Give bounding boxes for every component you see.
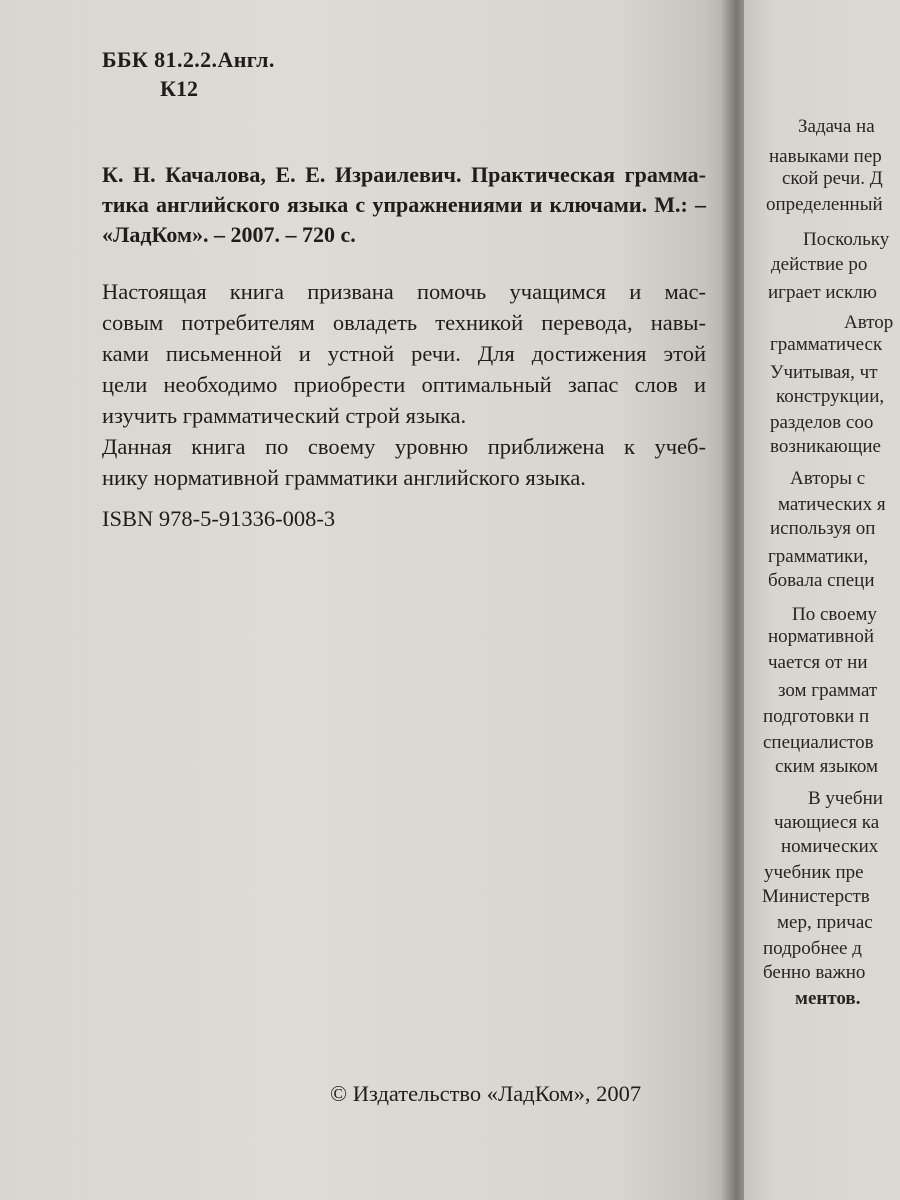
right-page-line: действие ро <box>771 254 868 275</box>
right-page-line: Автор <box>844 312 894 333</box>
annotation-line: совым потребителям овладеть техникой перевода, навы- <box>102 310 706 335</box>
annotation-line: Данная книга по своему уровню приближена к учеб- <box>102 434 706 459</box>
annotation-line: цели необходимо приобрести оптимальный запас слов и <box>102 372 706 397</box>
right-page-line: возникающие <box>770 436 881 457</box>
right-page <box>744 0 900 1200</box>
right-page-line: Задача на <box>798 116 875 137</box>
right-page-line: мер, причас <box>777 912 873 933</box>
right-page-line: чающиеся ка <box>774 812 880 833</box>
right-page-line: нормативной <box>768 626 874 647</box>
author-mark: К12 <box>160 76 198 101</box>
right-page-line: В учебни <box>808 788 883 809</box>
bibliographic-line: К. Н. Качалова, Е. Е. Израилевич. Практическая грамма- <box>102 162 706 187</box>
right-page-line: По своему <box>792 604 877 625</box>
annotation-line: Настоящая книга призвана помочь учащимся и мас- <box>102 279 706 304</box>
annotation-line: ками письменной и устной речи. Для достижения этой <box>102 341 706 366</box>
right-page-line: ментов. <box>795 988 861 1009</box>
right-page-line: разделов соо <box>770 412 874 433</box>
right-page-line: определенный <box>766 194 883 215</box>
bibliographic-line: тика английского языка с упражнениями и ключами. М.: – <box>102 192 706 217</box>
right-page-line: зом граммат <box>778 680 878 701</box>
right-page-line: конструкции, <box>776 386 885 407</box>
right-page-line: ской речи. Д <box>782 168 883 189</box>
bbk-code: ББК 81.2.2.Англ. <box>102 47 275 72</box>
right-page-line: чается от ни <box>768 652 868 673</box>
isbn: ISBN 978-5-91336-008-3 <box>102 506 336 531</box>
annotation-line: нику нормативной грамматики английского языка. <box>102 465 586 490</box>
right-page-line: бенно важно <box>763 962 866 983</box>
right-page-line: ским языком <box>775 756 879 777</box>
right-page-line: специалистов <box>763 732 874 753</box>
right-page-line: подготовки п <box>763 706 870 727</box>
right-page-line: навыками пер <box>769 146 882 167</box>
right-page-line: номических <box>781 836 879 857</box>
right-page-line: используя оп <box>770 518 876 539</box>
right-page-line: грамматическ <box>770 334 883 355</box>
bibliographic-line: «ЛадКом». – 2007. – 720 с. <box>102 222 356 247</box>
right-page-line: Поскольку <box>803 229 890 250</box>
right-page-line: Учитывая, чт <box>770 362 878 383</box>
annotation-line: изучить грамматический строй языка. <box>102 403 467 428</box>
right-page-line: бовала специ <box>768 570 875 591</box>
copyright-notice: © Издательство «ЛадКом», 2007 <box>330 1081 642 1106</box>
right-page-line: матических я <box>778 494 886 515</box>
right-page-line: Авторы с <box>790 468 866 489</box>
right-page-line: Министерств <box>762 886 870 907</box>
right-page-line: учебник пре <box>764 862 864 883</box>
right-page-line: играет исклю <box>768 282 877 303</box>
right-page-line: подробнее д <box>763 938 862 959</box>
right-page-line: грамматики, <box>768 546 869 567</box>
